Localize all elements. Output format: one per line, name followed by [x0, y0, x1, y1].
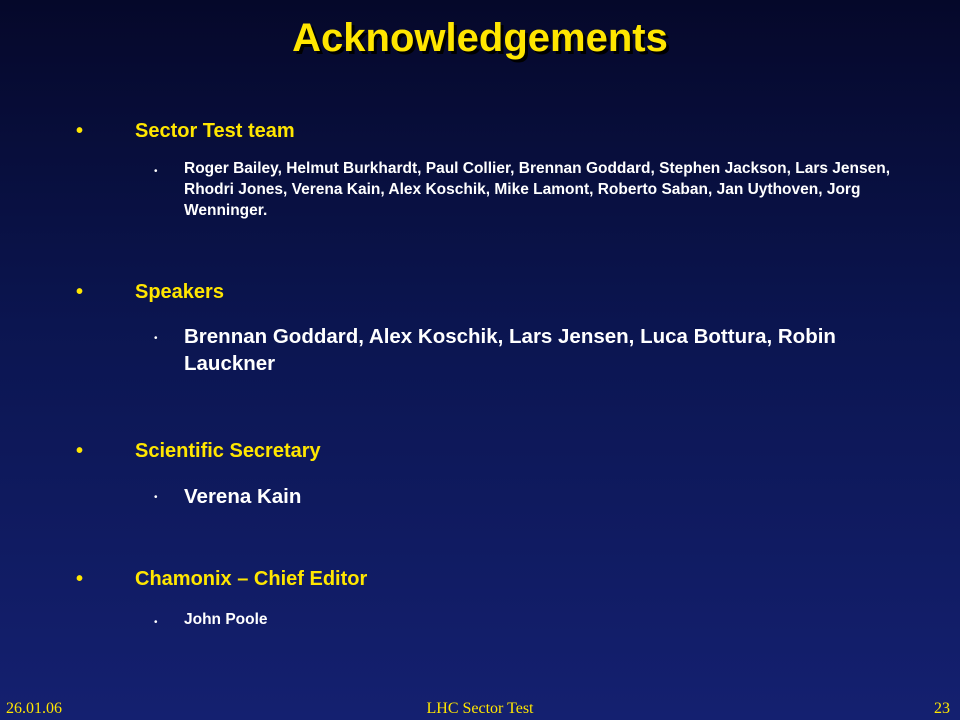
sub-bullet: • — [154, 333, 158, 344]
section-bullet: • — [76, 568, 84, 590]
footer-title: LHC Sector Test — [426, 700, 534, 717]
page-number: 23 — [934, 700, 950, 717]
sub-bullet: • — [154, 492, 158, 503]
section-bullet: • — [76, 440, 84, 462]
section-bullet: • — [76, 281, 84, 303]
scientific-secretary-name: Verena Kain — [184, 485, 302, 508]
section-heading-scientific-secretary: Scientific Secretary — [135, 440, 321, 462]
section-heading-chief-editor: Chamonix – Chief Editor — [135, 568, 368, 590]
sector-test-team-names: Roger Bailey, Helmut Burkhardt, Paul Collier, Brennan Goddard, Stephen Jackson, Lars Jensen, Rhodri Jones, Verena Kain, Alex Koschik, Mike Lamont, Roberto Saban, Jan Uythoven, Jorg Wenninger. — [184, 160, 891, 219]
section-bullet: • — [76, 120, 84, 142]
chief-editor-name: John Poole — [184, 611, 268, 628]
section-heading-speakers: Speakers — [135, 281, 224, 303]
section-heading-sector-test-team: Sector Test team — [135, 120, 295, 142]
footer-date: 26.01.06 — [6, 700, 62, 717]
sub-bullet: • — [154, 166, 158, 177]
sub-bullet: • — [154, 617, 158, 628]
speakers-names: Brennan Goddard, Alex Koschik, Lars Jensen, Luca Bottura, Robin Lauckner — [184, 325, 836, 375]
slide-title: Acknowledgements — [292, 16, 668, 60]
